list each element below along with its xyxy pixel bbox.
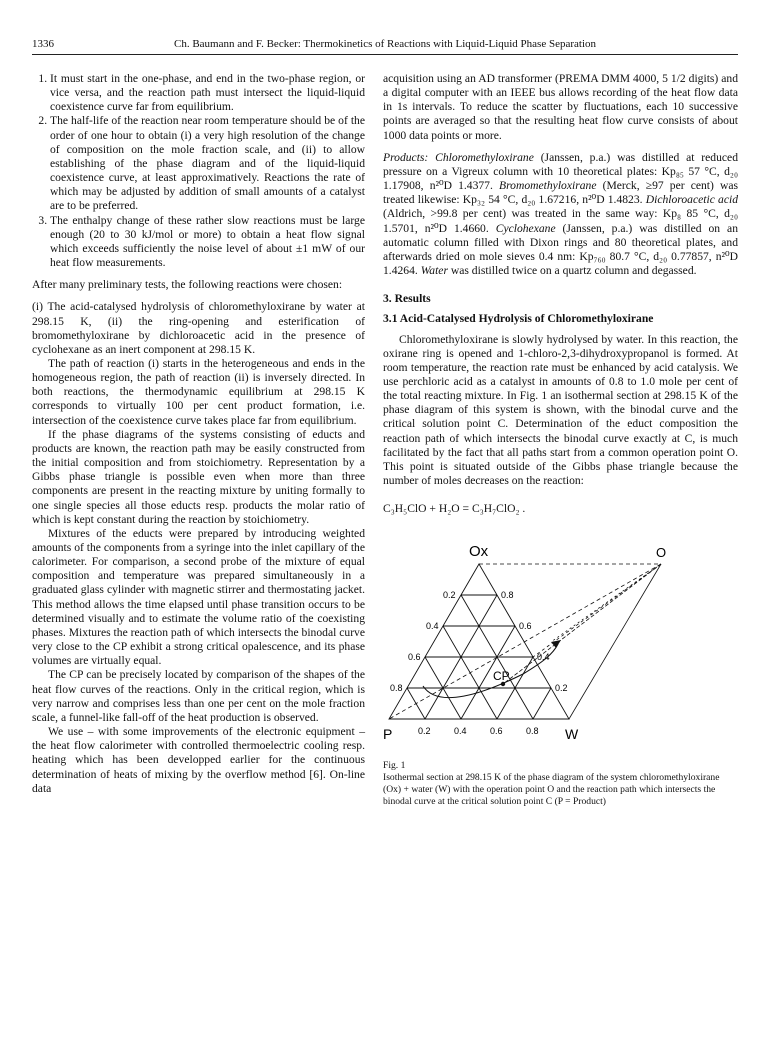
arrow-icon — [551, 640, 561, 648]
tick-label: 0.6 — [490, 726, 503, 737]
chemical-name: Cyclohexane — [495, 221, 556, 235]
paragraph: Chloromethyloxirane is slowly hydrolysed by water. In this reaction, the oxirane ring is opened and 1-chloro-2,3-dihydroxypropanol is formed. At room temperature, the reaction rate must be enhanced by acid catalysis. We use perchloric acid as a catalyst in amounts of 0.8 to 1.0 mole per cent of the total reacting mixture. In Fig. 1 an isothermal section at 298.15 K of the phase diagram of this system is shown, with the binodal curve and the critical solution point C. Determination of the educt composition the reaction path of which intersects the binodal curve exactly at C, is much facilitated by the fact that all paths start from a common operation point O. This point is situated outside of the Gibbs phase triangle because the number of moles decreases on the reaction: — [383, 332, 738, 488]
running-title: Ch. Baumann and F. Becker: Thermokinetics of Reactions with Liquid-Liquid Phase Separation — [173, 38, 597, 50]
paragraph: After many preliminary tests, the following reactions were chosen: — [32, 278, 343, 292]
physical-data: Kp₈ 85 °C, d₂₀ 1.5701, n²⁰D 1.4660. — [383, 207, 738, 235]
paragraph: We use – with some improvements of the electronic equipment – the heat flow calorimeter with controlled thermoelectric cooling resp. heating which has been developped earlier for the continuous determination of heats of mixing by the overflow method [6]. On-line data — [32, 725, 365, 795]
paragraph: Mixtures of the educts were prepared by introducing weighted amounts of the components from a syringe into the inlet capillary of the calorimeter. For comparison, a second probe of the mixture of equal composition and temperature was prepared simultaneously in a graduated glass cylinder with magnetic stirrer and thermostating jacket. This method allows the time elapsed until phase transition occurs to be determined visually and to estimate the volume ratio of the coexisting phases. Mixtures the reaction path of which intersects the binodal curve very close to the CP exhibit a strong critical opalescence, and its phase volumes are virtually equal. — [32, 526, 365, 668]
page-number: 1336 — [32, 38, 54, 50]
text: was distilled twice on a quartz column and degassed. — [447, 264, 697, 278]
physical-data: Kp₇₆₀ 80.7 °C, d₂₀ 0.77857, n²⁰D 1.4264. — [383, 249, 738, 278]
products-label: Products: — [383, 150, 429, 164]
subsection-heading: 3.1 Acid-Catalysed Hydrolysis of Chloromethyloxirane — [383, 312, 654, 326]
figure-label: Fig. 1 — [383, 760, 406, 772]
criteria-list — [32, 72, 365, 270]
tick-label: 0.6 — [408, 652, 421, 663]
vertex-label-top: Ox — [469, 543, 489, 561]
triangle-outline — [389, 564, 569, 719]
tick-label: 0.6 — [519, 621, 532, 632]
critical-point-label: CP — [493, 669, 510, 684]
dashed-line — [389, 564, 661, 719]
products-paragraph — [383, 151, 738, 278]
paragraph: (i) The acid-catalysed hydrolysis of chloromethyloxirane by water at 298.15 K, (ii) the ring-opening and esterification of bromomethyloxirane by dichloroacetic acid in the presence of cyclohexane as an inert component at 298.15 K. — [32, 300, 365, 356]
physical-data: Kp₃₂ 54 °C, d₂₀ 1.67216, n²⁰D 1.4823. — [462, 193, 643, 207]
tick-label: 0.8 — [501, 590, 514, 601]
right-column — [383, 72, 738, 808]
paragraph: The path of reaction (i) starts in the heterogeneous and ends in the homogeneous region, the path of reaction (ii) is inversely directed. In both reactions, the thermodynamic equilibrium at 298.15 K corresponds to virtually 100 per cent product formation, i.e. intersection of the coexistence curve takes place far from equilibrium. — [32, 356, 365, 427]
physical-data: Kp₈₅ 57 °C, d₂₀ 1.17908, n²⁰D 1.4377. — [383, 164, 738, 193]
paragraph: The CP can be precisely located by comparison of the shapes of the heat flow curves of the reactions. Only in the critical region, which is very narrow and comprises less than one per cent on the mole fraction scale, a funnel-like fall-off of the heat production is observed. — [32, 668, 365, 724]
list-item: 2. The half-life of the reaction near room temperature should be of the order of one hour to obtain (i) a very high resolution of the change of composition on the mole fraction scale, and (ii) to allow establishing of the phase diagram and of the liquid-liquid coexistence curve, at least approximatively. Reactions the rate of which may be adjusted by addition of small amounts of a catalyst are to be preferred. — [50, 114, 365, 213]
vertex-label-right: W — [565, 726, 579, 743]
tick-label: 0.4 — [537, 652, 550, 663]
list-item: 1. It must start in the one-phase, and end in the two-phase region, or vice versa, and the reaction path must intersect the liquid-liquid coexistence curve far from equilibrium. — [50, 72, 365, 114]
running-header — [32, 36, 738, 55]
tick-label: 0.2 — [555, 683, 568, 694]
caption-text: Isothermal section at 298.15 K of the phase diagram of the system chloromethyloxirane (Ox) + water (W) with the operation point O and the reaction path which intersects the binodal curve at the critical solution point C (P = Product) — [383, 772, 720, 807]
phase-diagram-figure — [383, 524, 738, 756]
tick-label: 0.8 — [390, 683, 403, 694]
operation-line — [569, 564, 661, 719]
figure-caption — [383, 760, 738, 807]
tick-label: 0.8 — [526, 726, 539, 737]
tick-label: 0.2 — [418, 726, 431, 737]
paragraph: acquisition using an AD transformer (PREMA DMM 4000, 5 1/2 digits) and a digital computer with an IEEE bus allows recording of the heat flow data in 1s intervals. To reduce the scatter by fluctuations, each 10 successive points are averaged so that the resulting heat flow curve consists of about 1000 data points or more. — [383, 72, 738, 142]
grid-line — [533, 688, 551, 719]
paragraph: If the phase diagrams of the systems consisting of educts and products are known, the reaction path may be easily constructed from the initial composition and from stoichiometry. Representation by a Gibbs phase triangle is possible even when more than three components are present in the reacting mixture by uniting formally to one single species all those educts resp. products the molar ratio of which is kept constant during the reaction by stoichiometry. — [32, 427, 365, 526]
section-heading: 3. Results — [383, 292, 431, 306]
operation-point-label: O — [656, 545, 667, 561]
left-column — [32, 72, 365, 796]
reaction-equation: C₃H₅ClO + H₂O = C₃H₇ClO₂ . — [383, 502, 526, 516]
chemical-name: Chloromethyloxirane — [435, 150, 534, 164]
tick-label: 0.2 — [443, 590, 456, 601]
tick-label: 0.4 — [454, 726, 467, 737]
chemical-name: Water — [420, 264, 448, 278]
chemical-name: Bromomethyloxirane — [499, 179, 597, 193]
vertex-label-left: P — [383, 726, 393, 743]
tick-label: 0.4 — [426, 621, 439, 632]
dashed-line — [551, 564, 661, 642]
chemical-name: Dichloroacetic acid — [645, 193, 738, 207]
text: (Aldrich, >99.8 per cent) was treated in the same way: — [383, 207, 663, 221]
list-item: 3. The enthalpy change of these rather slow reactions must be large enough (20 to 30 kJ/mol or more) to obtain a heat flow signal which exceeds sufficiently the noise level of about ±1 mW of our heat flow measurements. — [50, 214, 365, 271]
text: (Janssen, p.a.) was distilled on an automatic column filled with Dixon rings and 80 theoretical plates, and afterwards dried on mole sieves 0.4 nm: — [383, 221, 738, 263]
phase-triangle-svg — [383, 524, 738, 756]
triangle-grid — [389, 564, 569, 719]
text: (Janssen, p.a.) was distilled at reduced pressure on a Vigreux column with 10 theoretical plates: — [383, 150, 738, 178]
text: (Merck, ≥97 per cent) was treated likewise: — [383, 179, 739, 207]
